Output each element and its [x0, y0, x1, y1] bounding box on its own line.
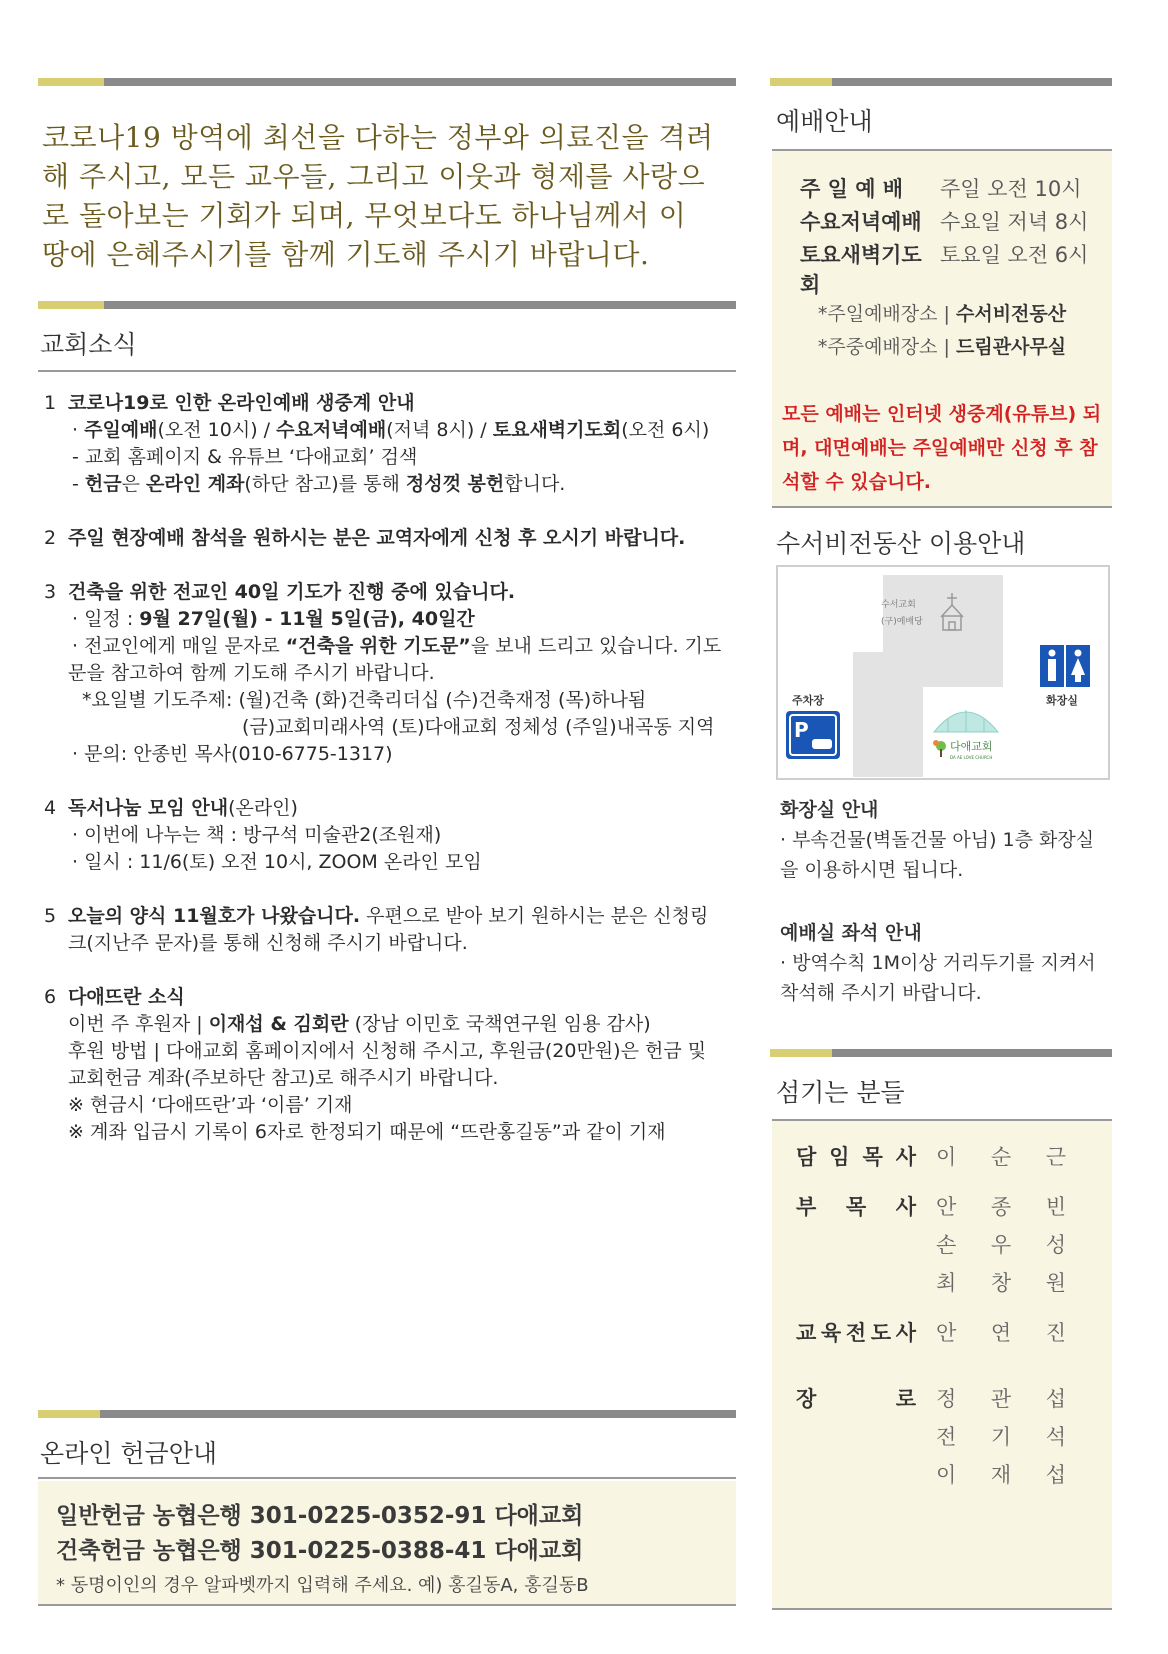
live-notice: 모든 예배는 인터넷 생중계(유튜브) 되며, 대면예배는 주일예배만 신청 후 참석할 수 있습니다.: [782, 403, 1102, 493]
staff-role: [796, 1383, 916, 1413]
parking-label: 주차장: [792, 694, 824, 707]
prayer-text: [42, 118, 742, 274]
restroom-label: 화장실: [1046, 694, 1078, 707]
text: 드림관사무실: [955, 336, 1067, 358]
account-building: 건축헌금 농협은행 301-0225-0388-41 다애교회: [56, 1538, 584, 1564]
item-heading: 건축을 위한 전교인 40일 기도가 진행 중에 있습니다.: [68, 581, 516, 603]
text: 교: [796, 1321, 817, 1345]
prayer-line: 해 주시고, 모든 교우들, 그리고 이웃과 형제를 사랑으: [42, 160, 706, 193]
guide-line: · 부속건물(벽돌건물 아님) 1층 화장실: [780, 829, 1095, 851]
staff-role: [796, 1141, 916, 1171]
text: 빈: [1045, 1195, 1066, 1219]
news-list: [44, 390, 744, 1173]
campus-map: [776, 565, 1110, 780]
text: 손: [936, 1233, 957, 1257]
text: (오전 6시): [621, 419, 710, 441]
text: 합니다.: [504, 473, 566, 495]
service-name: 수요저녁예배: [800, 210, 922, 234]
text: 목: [862, 1145, 883, 1169]
offering-bar: [38, 1410, 736, 1418]
text: ·: [72, 419, 79, 441]
text: 창: [990, 1271, 1012, 1295]
text: 담: [796, 1145, 817, 1169]
item-line: [68, 633, 744, 660]
text: 도: [870, 1321, 892, 1345]
staff-role: [796, 1317, 916, 1347]
text: 관: [990, 1387, 1012, 1411]
text: 우편으로 받아 보기 원하시는 분은 신청링: [360, 905, 709, 927]
staff-name: [936, 1421, 1066, 1451]
item-number: 1: [44, 392, 57, 414]
text: 9월 27일(월) - 11월 5일(금), 40일간: [139, 608, 475, 630]
item-line: · 문의: 안종빈 목사(010-6775-1317): [72, 743, 393, 765]
text: 우: [990, 1233, 1012, 1257]
service-name: 주 일 예 배: [800, 177, 904, 201]
text: (온라인): [228, 797, 298, 819]
staff-name: [936, 1267, 1066, 1297]
staff-name: [936, 1141, 1066, 1171]
item-line: 후원 방법 | 다애교회 홈페이지에서 신청해 주시고, 후원금(20만원)은 헌금 및: [68, 1040, 707, 1062]
staff-name: [936, 1459, 1066, 1489]
staff-role: [796, 1191, 916, 1221]
restroom-icon: [1040, 645, 1090, 687]
news-rule: [38, 370, 736, 372]
text: -: [72, 473, 85, 495]
staff-title: 섬기는 분들: [776, 1078, 905, 1107]
staff-name: [936, 1383, 1066, 1413]
text: (하단 참고)를 통해: [244, 473, 406, 495]
text: 이번 주 후원자 |: [68, 1013, 209, 1035]
item-line: ※ 현금시 ‘다애뜨란’과 ‘이름’ 기재: [68, 1094, 353, 1116]
guide-line: · 방역수칙 1M이상 거리두기를 지켜서: [780, 952, 1096, 974]
text: 사: [895, 1145, 916, 1169]
text: 순: [990, 1145, 1012, 1169]
text: 재: [990, 1463, 1012, 1487]
item-line: ※ 계좌 입금시 기록이 6자로 한정되기 때문에 “뜨란홍길동”과 같이 기재: [68, 1121, 666, 1143]
text: · 전교인에게 매일 문자로: [72, 635, 286, 657]
weekday-place: [772, 332, 1112, 359]
prayer-line: 코로나19 방역에 최선을 다하는 정부와 의료진을 격려: [42, 121, 714, 154]
text: 이: [936, 1463, 957, 1487]
item-heading: 코로나19로 인한 온라인예배 생중계 안내: [68, 392, 415, 414]
text: 기: [990, 1425, 1012, 1449]
service-name: 토요새벽기도회: [800, 243, 922, 297]
text: 전: [936, 1425, 957, 1449]
staff-name: [936, 1317, 1066, 1347]
item-number: 4: [44, 797, 57, 819]
item-number: 3: [44, 581, 57, 603]
text: 진: [1045, 1321, 1066, 1345]
text: 사: [895, 1195, 916, 1219]
item-line: [68, 471, 744, 498]
item-line: 문을 참고하여 함께 기도해 주시기 바랍니다.: [68, 662, 435, 684]
offering-box: [38, 1481, 736, 1604]
text: *주중예배장소 |: [817, 336, 956, 358]
top-left-bar: [38, 78, 736, 86]
text: 수요저녁예배: [276, 419, 387, 441]
text: (장남 이민호 국책연구원 임용 감사): [348, 1013, 651, 1035]
text: *주일예배장소 |: [817, 303, 956, 325]
guide-heading: 예배실 좌석 안내: [780, 922, 922, 944]
text: · 일정 :: [72, 608, 140, 630]
item-heading: 오늘의 양식 11월호가 나왔습니다.: [68, 905, 361, 927]
text: 헌금: [84, 473, 122, 495]
text: 종: [990, 1195, 1012, 1219]
item-line: 크(지난주 문자)를 통해 신청해 주시기 바랍니다.: [68, 932, 468, 954]
text: 토요새벽기도회: [492, 419, 622, 441]
item-number: 6: [44, 986, 57, 1008]
item-line: [68, 417, 744, 444]
guide-heading: 화장실 안내: [780, 799, 879, 821]
item-line: (금)교회미래사역 (토)다애교회 정체성 (주일)내곡동 지역: [242, 716, 715, 738]
text: 로: [895, 1387, 916, 1411]
worship-box: [772, 151, 1112, 506]
item-line: [68, 606, 744, 633]
item-line: *요일별 기도주제: (월)건축 (화)건축리더십 (수)건축재정 (목)하나됨: [82, 689, 647, 711]
news-title: 교회소식: [40, 330, 137, 359]
news-bar: [38, 301, 736, 309]
text: 온라인 계좌: [146, 473, 245, 495]
guide-line: 착석해 주시기 바랍니다.: [780, 982, 982, 1004]
item-heading: 독서나눔 모임 안내: [68, 797, 229, 819]
offering-title: 온라인 헌금안내: [40, 1439, 217, 1468]
text: 육: [820, 1321, 842, 1345]
text: 근: [1045, 1145, 1066, 1169]
text: 수서비전동산: [955, 303, 1067, 325]
staff-box: [772, 1121, 1112, 1609]
text: 부: [796, 1195, 817, 1219]
news-item-6: [44, 984, 744, 1146]
church-label-2: (구)예배당: [881, 617, 923, 627]
offering-note: * 동명이인의 경우 알파벳까지 입력해 주세요. 예) 홍길동A, 홍길동B: [56, 1575, 589, 1596]
text: 정성껏 봉헌: [405, 473, 505, 495]
text: 사: [895, 1321, 916, 1345]
text: 정: [936, 1387, 957, 1411]
text: 목: [845, 1195, 867, 1219]
account-general: 일반헌금 농협은행 301-0225-0352-91 다애교회: [56, 1503, 584, 1529]
staff-bottom-rule: [772, 1608, 1112, 1610]
church-label-1: 수서교회: [881, 600, 916, 610]
item-line: [68, 1011, 744, 1038]
logo-subtext: DA AE LOVE CHURCH: [950, 755, 993, 760]
item-line: - 교회 홈페이지 & 유튜브 ‘다애교회’ 검색: [72, 446, 418, 468]
daae-building-icon: [933, 710, 998, 760]
logo-text: 다애교회: [950, 740, 993, 753]
map-drawing: [778, 567, 1108, 778]
service-time: 주일 오전 10시: [940, 177, 1082, 201]
text: 섭: [1045, 1463, 1066, 1487]
staff-name: [936, 1229, 1066, 1259]
item-heading: 주일 현장예배 참석을 원하시는 분은 교역자에게 신청 후 오시기 바랍니다.: [68, 527, 686, 549]
text: 최: [936, 1271, 957, 1295]
service-time: 수요일 저녁 8시: [940, 210, 1089, 234]
item-line: 교회헌금 계좌(주보하단 참고)로 해주시기 바랍니다.: [68, 1067, 499, 1089]
text: 이재섭 & 김회란: [208, 1013, 349, 1035]
text: 연: [990, 1321, 1012, 1345]
text: “건축을 위한 기도문”: [285, 635, 471, 657]
text: 안: [936, 1321, 957, 1345]
text: 장: [796, 1387, 817, 1411]
item-number: 5: [44, 905, 57, 927]
news-item-2: [44, 525, 744, 552]
text: 이: [936, 1145, 957, 1169]
offering-rule: [38, 1477, 736, 1479]
text: 을 보내 드리고 있습니다. 기도: [470, 635, 722, 657]
restroom-guide: [780, 795, 1110, 885]
item-line: · 이번에 나누는 책 : 방구석 미술관2(조원재): [72, 824, 442, 846]
text: 안: [936, 1195, 957, 1219]
text: (오전 10시) /: [157, 419, 277, 441]
guide-line: 을 이용하시면 됩니다.: [780, 859, 964, 881]
prayer-line: 땅에 은혜주시기를 함께 기도해 주시기 바랍니다.: [42, 238, 650, 271]
news-item-3: [44, 579, 744, 768]
worship-bottom-rule: [772, 506, 1112, 508]
text: 성: [1045, 1233, 1066, 1257]
service-time: 토요일 오전 6시: [940, 243, 1089, 267]
text: 주일예배: [84, 419, 158, 441]
text: 석: [1045, 1425, 1066, 1449]
text: 원: [1045, 1271, 1066, 1295]
news-item-1: [44, 390, 744, 498]
text: 섭: [1045, 1387, 1066, 1411]
sunday-place: [772, 299, 1112, 326]
worship-bar: [770, 78, 1112, 86]
news-item-4: [44, 795, 744, 876]
parking-symbol: P: [794, 718, 809, 742]
text: 임: [829, 1145, 850, 1169]
item-number: 2: [44, 527, 57, 549]
text: 은: [121, 473, 147, 495]
text: 전: [845, 1321, 867, 1345]
item-line: · 일시 : 11/6(토) 오전 10시, ZOOM 온라인 모임: [72, 851, 482, 873]
staff-name: [936, 1191, 1066, 1221]
seat-guide: [780, 918, 1110, 1008]
item-heading: 다애뜨란 소식: [68, 986, 185, 1008]
parking-icon: [786, 711, 840, 759]
prayer-line: 로 돌아보는 기회가 되며, 무엇보다도 하나님께서 이: [42, 199, 687, 232]
staff-bar: [770, 1049, 1112, 1057]
news-item-5: [44, 903, 744, 957]
text: (저녁 8시) /: [386, 419, 493, 441]
worship-title: 예배안내: [776, 107, 873, 136]
map-title: 수서비전동산 이용안내: [776, 529, 1026, 558]
offering-bottom-rule: [38, 1604, 736, 1606]
